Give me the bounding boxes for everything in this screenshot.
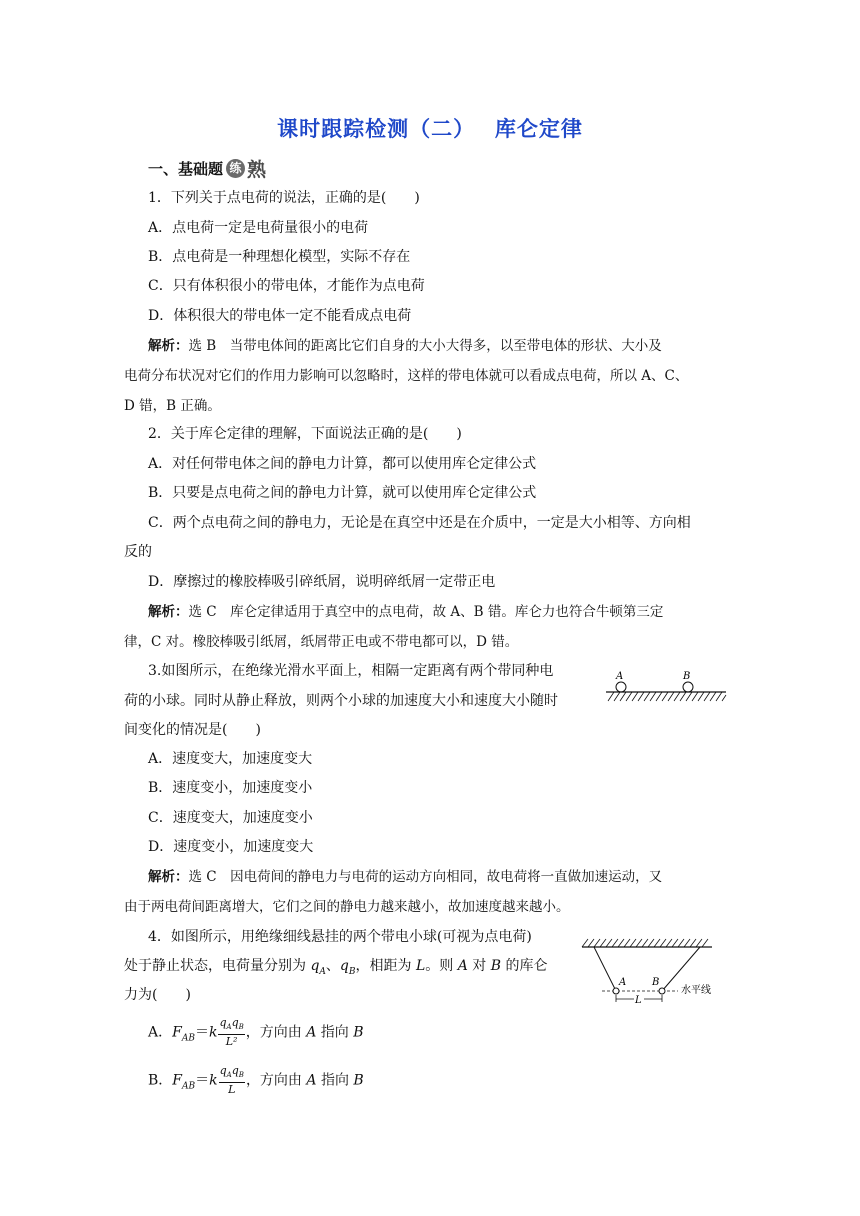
q4-option-a-dir-mid: 指向: [316, 1024, 354, 1041]
section-label: 一、基础题: [148, 159, 224, 178]
q4-qa-subscript: A: [319, 966, 326, 977]
q4-thread-a: [594, 947, 616, 991]
q4-option-b-equals: ＝: [195, 1072, 210, 1089]
q4-option-a-prefix: A．: [148, 1024, 173, 1041]
q4-option-b-force: F: [172, 1072, 183, 1089]
q2-solution-text-1: 选 C 库仑定律适用于真空中的点电荷，故 A、B 错。库仑力也符合牛顿第三定: [188, 604, 664, 620]
q1-option-c: C．只有体积很小的带电体，才能作为点电荷: [148, 278, 425, 294]
q4-stem-text-d: 对: [467, 958, 491, 974]
q4-distance-symbol: L: [415, 958, 426, 974]
q4-ball-a: [613, 988, 619, 994]
q3-stem-line-3: 间变化的情况是( ): [124, 722, 261, 738]
q3-figure-label-b: B: [683, 671, 691, 682]
q1-solution-text-1: 选 B 当带电体间的距离比它们自身的大小大得多，以至带电体的形状、大小及: [188, 338, 662, 354]
practice-badge-icon: 练: [226, 159, 245, 178]
familiar-badge-text: 熟: [247, 158, 267, 181]
q3-solution-line-1: [148, 867, 662, 887]
q4-figure: [578, 936, 728, 1006]
q4-stem-text-c: 。则: [425, 958, 458, 974]
q4-option-a-equals: ＝: [194, 1024, 209, 1041]
q3-solution-line-2: 由于两电荷间距离增大，它们之间的静电力越来越小，故加速度越来越小。: [124, 899, 570, 915]
q4-option-b-to: B: [353, 1072, 364, 1089]
q4-ceiling-hatching: [582, 939, 708, 947]
q2-solution-label: 解析：: [148, 604, 189, 620]
q4-option-b-from: A: [306, 1072, 317, 1089]
q2-option-c-line-2: 反的: [124, 544, 152, 560]
q4-option-a-numerator: $q_Aq_B$: [218, 1016, 244, 1035]
q4-qb: q: [339, 958, 349, 974]
q4-option-a-dir-prefix: ，方向由: [245, 1024, 307, 1041]
q3-ground-hatching: [608, 692, 726, 701]
q4-letter-a: A: [457, 958, 468, 974]
q4-separator: 、: [325, 958, 340, 974]
q2-solution-line-2: 律，C 对。橡胶棒吸引纸屑，纸屑带正电或不带电都可以，D 错。: [124, 634, 519, 650]
q3-option-c: C．速度变大，加速度变小: [148, 810, 313, 826]
q4-ball-b: [659, 988, 665, 994]
section-heading: [148, 155, 266, 181]
q4-option-b-dir-prefix: ，方向由: [245, 1072, 307, 1089]
q1-option-b: B．点电荷是一种理想化模型，实际不存在: [148, 249, 411, 265]
q4-option-b-dir-mid: 指向: [316, 1072, 354, 1089]
q4-stem-line-3: 力为( ): [124, 987, 191, 1003]
q4-option-a-k: k: [208, 1024, 218, 1041]
q3-option-d: D．速度变小，加速度变大: [148, 839, 314, 855]
q4-option-a-force-sub: AB: [181, 1033, 195, 1044]
q4-qa: q: [310, 958, 320, 974]
q4-option-b-denominator: L: [228, 1083, 236, 1097]
q4-stem-text-a: 处于静止状态，电荷量分别为: [124, 958, 311, 974]
q4-stem-text-b: ，相距为: [355, 958, 416, 974]
q1-option-a: A．点电荷一定是电荷量很小的电荷: [148, 220, 369, 236]
q3-solution-text-1: 选 C 因电荷间的静电力与电荷的运动方向相同，故电荷将一直做加速运动，又: [188, 869, 663, 885]
q4-stem-line-1: 4．如图所示，用绝缘细线悬挂的两个带电小球(可视为点电荷): [148, 929, 532, 945]
q1-solution-line-2: 电荷分布状况对它们的作用力影响可以忽略时，这样的带电体就可以看成点电荷，所以 A、C、: [124, 368, 689, 384]
q4-option-a: [148, 1016, 364, 1054]
q1-solution-line-3: D 错，B 正确。: [124, 398, 221, 414]
q1-stem: 1．下列关于点电荷的说法，正确的是( ): [148, 190, 420, 206]
q4-option-a-fraction: [218, 1016, 244, 1049]
page-title: 课时跟踪检测（二） 库仑定律: [277, 117, 583, 141]
q1-solution-line-1: [148, 336, 662, 356]
q1-solution-label: 解析：: [148, 338, 189, 354]
q4-option-b-fraction: [219, 1064, 245, 1097]
q2-option-c-line-1: C．两个点电荷之间的静电力，无论是在真空中还是在介质中，一定是大小相等、方向相: [148, 515, 691, 531]
q3-ball-a: [616, 682, 626, 692]
q4-option-b: [148, 1064, 364, 1102]
q4-option-b-k: k: [209, 1072, 218, 1089]
q4-qb-subscript: B: [348, 966, 356, 977]
q4-option-a-force: F: [172, 1024, 182, 1041]
q3-stem-line-2: 荷的小球。同时从静止释放，则两个小球的加速度大小和速度大小随时: [124, 693, 558, 709]
q2-option-a: A．对任何带电体之间的静电力计算，都可以使用库仑定律公式: [148, 456, 537, 472]
q3-figure: [604, 668, 730, 708]
q4-letter-b: B: [490, 958, 502, 974]
q4-option-a-denominator: L²: [225, 1035, 238, 1049]
q4-horizontal-label: 水平线: [681, 985, 711, 996]
q3-figure-label-a: A: [616, 671, 624, 682]
q4-figure-label-b: B: [652, 977, 660, 988]
q3-ball-b: [683, 682, 693, 692]
q4-distance-label: L: [635, 995, 642, 1006]
q3-option-a: A．速度变大，加速度变大: [148, 751, 313, 767]
q1-option-d: D．体积很大的带电体一定不能看成点电荷: [148, 308, 412, 324]
q4-figure-label-a: A: [619, 977, 627, 988]
q4-option-a-from: A: [306, 1024, 317, 1041]
q4-option-b-force-sub: AB: [182, 1081, 196, 1092]
q2-stem: 2．关于库仑定律的理解，下面说法正确的是( ): [148, 426, 462, 442]
q4-option-b-prefix: B．: [148, 1072, 173, 1089]
q3-stem-line-1: 3.如图所示，在绝缘光滑水平面上，相隔一定距离有两个带同种电: [148, 663, 554, 679]
q2-option-b: B．只要是点电荷之间的静电力计算，就可以使用库仑定律公式: [148, 485, 537, 501]
q3-option-b: B．速度变小，加速度变小: [148, 780, 313, 796]
q4-option-a-to: B: [353, 1024, 364, 1041]
q4-stem-text-e: 的库仑: [501, 958, 548, 974]
q4-stem-line-2: [124, 956, 548, 982]
q4-option-b-numerator: $q_Aq_B$: [219, 1064, 245, 1083]
q2-option-d: D．摩擦过的橡胶棒吸引碎纸屑，说明碎纸屑一定带正电: [148, 574, 496, 590]
q2-solution-line-1: [148, 602, 663, 622]
q3-solution-label: 解析：: [148, 869, 189, 885]
